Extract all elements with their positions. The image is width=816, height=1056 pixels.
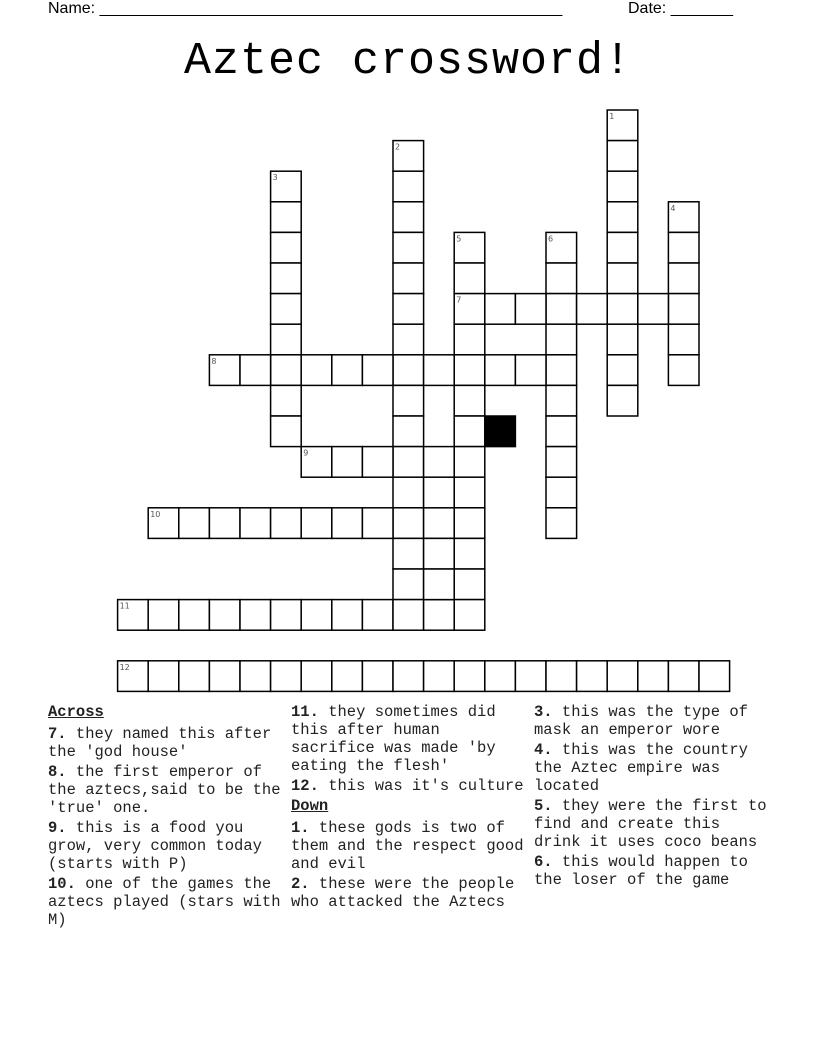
date-field-label[interactable]: Date: _______ [628,0,733,17]
clue-text: this was it's culture [318,777,524,795]
grid-cell[interactable] [393,294,424,325]
grid-cell[interactable] [362,600,393,631]
clue-number: 10. [48,875,76,893]
grid-cell[interactable] [454,661,485,692]
cell-number: 7 [456,295,462,305]
grid-cell[interactable] [515,294,546,325]
clue-text: this is a food you grow, very common today (starts with P) [48,819,262,873]
grid-cell[interactable] [424,477,455,508]
grid-cell[interactable] [393,202,424,233]
black-cell [485,416,516,447]
cell-number: 1 [609,112,615,121]
grid-cell[interactable] [454,447,485,478]
cell-number: 9 [303,448,309,458]
grid-cell[interactable] [577,661,608,692]
grid-cell[interactable] [668,263,699,294]
grid-cell[interactable] [424,569,455,600]
clue-text: this would happen to the loser of the game [534,853,748,889]
grid-cell[interactable] [301,600,332,631]
grid-cell[interactable] [607,232,638,263]
grid-cell[interactable] [424,355,455,386]
grid-cell[interactable] [332,355,363,386]
grid-cell[interactable] [546,263,577,294]
grid-cell[interactable] [546,324,577,355]
grid-cell[interactable] [393,569,424,600]
grid-cell[interactable] [393,600,424,631]
grid-cell[interactable] [454,263,485,294]
grid-cell[interactable] [393,416,424,447]
grid-cell[interactable] [607,141,638,172]
grid-cell[interactable] [393,263,424,294]
clue-item [48,763,283,817]
grid-cell[interactable] [515,355,546,386]
grid-cell[interactable] [454,324,485,355]
grid-cell[interactable] [301,355,332,386]
clue-item [291,703,526,775]
grid-cell[interactable] [577,294,608,325]
grid-cell[interactable] [332,661,363,692]
clue-item [291,819,526,873]
grid-cell[interactable] [424,600,455,631]
grid-cell[interactable] [271,416,302,447]
grid-cell[interactable] [271,661,302,692]
grid-cell[interactable] [699,661,730,692]
clue-item [48,819,283,873]
clue-item [48,725,283,761]
grid-cell[interactable] [393,538,424,569]
grid-cell[interactable] [240,508,271,539]
grid-cell[interactable] [424,508,455,539]
clue-number: 6. [534,853,553,871]
grid-cell[interactable] [485,661,516,692]
clue-text: they named this after the 'god house' [48,725,272,761]
grid-cell[interactable] [668,661,699,692]
clue-number: 8. [48,763,67,781]
grid-cell[interactable] [179,600,210,631]
grid-cell[interactable] [393,355,424,386]
clues-column-1 [48,703,283,931]
grid-cell[interactable] [393,508,424,539]
grid-cell[interactable] [454,355,485,386]
clues-column-2 [291,703,526,913]
grid-cell[interactable] [209,508,240,539]
cell-number: 10 [150,509,161,519]
clue-text: one of the games the aztecs played (stars with M) [48,875,281,929]
grid-cell[interactable] [454,569,485,600]
grid-cell[interactable] [607,263,638,294]
grid-cell[interactable] [362,447,393,478]
grid-cell[interactable] [271,324,302,355]
grid-cell[interactable] [332,508,363,539]
grid-cell[interactable] [607,385,638,416]
clues-column-3 [534,703,769,891]
grid-cell[interactable] [148,661,179,692]
grid-cell[interactable] [546,355,577,386]
grid-cell[interactable] [424,447,455,478]
across-heading: Across [48,703,104,721]
cell-number: 4 [670,203,676,213]
clue-number: 1. [291,819,310,837]
grid-cell[interactable] [607,661,638,692]
grid-cell[interactable] [148,600,179,631]
clue-text: they were the first to find and create this drink it uses coco beans [534,797,767,851]
grid-cell[interactable] [393,477,424,508]
grid-cell[interactable] [240,355,271,386]
clue-number: 2. [291,875,310,893]
cell-number: 2 [395,142,401,152]
cell-number: 11 [119,601,130,611]
grid-cell[interactable] [424,538,455,569]
grid-cell[interactable] [454,538,485,569]
grid-cell[interactable] [393,171,424,202]
grid-cell[interactable] [179,661,210,692]
page-title: Aztec crossword! [183,36,633,87]
clue-number: 4. [534,741,553,759]
grid-cell[interactable] [638,661,669,692]
grid-cell[interactable] [271,294,302,325]
grid-cell[interactable] [362,508,393,539]
grid-cell[interactable] [393,232,424,263]
grid-cell[interactable] [240,661,271,692]
grid-cell[interactable] [271,600,302,631]
clue-item [534,797,769,851]
grid-cell[interactable] [332,447,363,478]
grid-cell[interactable] [209,600,240,631]
clue-text: this was the country the Aztec empire was located [534,741,748,795]
grid-cell[interactable] [362,355,393,386]
grid-cell[interactable] [240,600,271,631]
grid-cell[interactable] [454,385,485,416]
grid-cell[interactable] [454,508,485,539]
grid-cell[interactable] [393,324,424,355]
grid-cell[interactable] [454,477,485,508]
clue-text: they sometimes did this after human sacrifice was made 'by eating the flesh' [291,703,496,775]
clue-text: these gods is two of them and the respect good and evil [291,819,524,873]
grid-cell[interactable] [485,355,516,386]
grid-cell[interactable] [362,661,393,692]
grid-cell[interactable] [638,294,669,325]
grid-cell[interactable] [546,508,577,539]
grid-cell[interactable] [546,661,577,692]
grid-cell[interactable] [668,355,699,386]
grid-cell[interactable] [515,661,546,692]
grid-cell[interactable] [607,171,638,202]
cell-number: 8 [211,356,217,366]
grid-cell[interactable] [271,202,302,233]
grid-cell[interactable] [332,600,363,631]
cell-number: 6 [548,234,554,244]
grid-cell[interactable] [607,324,638,355]
clue-item [291,777,526,795]
name-field-label[interactable]: Name: ____________________________________________________ [48,0,563,17]
grid-cell[interactable] [546,294,577,325]
clue-text: these were the people who attacked the Aztecs [291,875,515,911]
clue-number: 7. [48,725,67,743]
grid-cell[interactable] [454,416,485,447]
clue-number: 9. [48,819,67,837]
grid-cell[interactable] [301,508,332,539]
grid-cell[interactable] [271,263,302,294]
grid-cell[interactable] [454,600,485,631]
clues-section [48,703,768,963]
grid-cell[interactable] [546,447,577,478]
cell-number: 5 [456,234,462,244]
grid-cell[interactable] [393,661,424,692]
grid-cell[interactable] [179,508,210,539]
grid-cell[interactable] [668,232,699,263]
grid-cell[interactable] [271,385,302,416]
grid-cell[interactable] [607,355,638,386]
grid-cell[interactable] [301,661,332,692]
grid-cell[interactable] [424,661,455,692]
grid-cell[interactable] [668,324,699,355]
clue-item [291,875,526,911]
grid-cell[interactable] [271,508,302,539]
clue-number: 5. [534,797,553,815]
clue-number: 3. [534,703,553,721]
grid-cell[interactable] [209,661,240,692]
clue-item [48,875,283,929]
grid-cell[interactable] [546,477,577,508]
grid-cell[interactable] [668,294,699,325]
grid-cell[interactable] [485,294,516,325]
clue-item [534,741,769,795]
clue-item [534,703,769,739]
grid-cell[interactable] [271,355,302,386]
grid-cell[interactable] [393,385,424,416]
cell-number: 3 [272,173,278,183]
down-heading: Down [291,797,329,815]
clue-number: 11. [291,703,319,721]
grid-cell[interactable] [393,447,424,478]
cell-number: 12 [119,662,130,672]
clue-number: 12. [291,777,319,795]
grid-cell[interactable] [607,294,638,325]
grid-cell[interactable] [546,416,577,447]
grid-cell[interactable] [607,202,638,233]
clue-item [534,853,769,889]
clue-text: the first emperor of the aztecs,said to be the 'true' one. [48,763,281,817]
clue-text: this was the type of mask an emperor wore [534,703,748,739]
grid-cell[interactable] [271,232,302,263]
grid-cell[interactable] [546,385,577,416]
